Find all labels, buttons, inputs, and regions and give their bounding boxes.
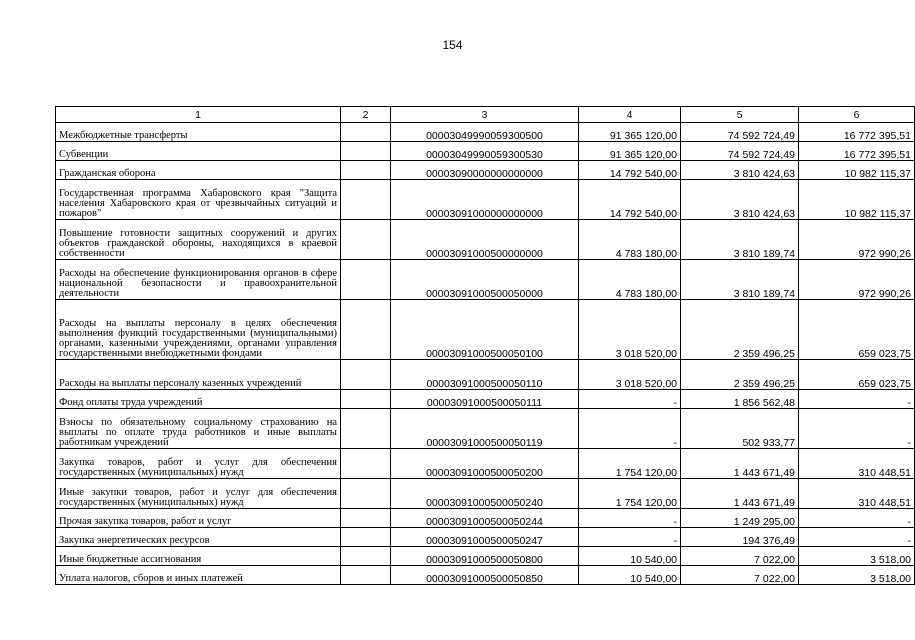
row-unexecuted: 972 990,26 [799, 220, 915, 260]
table-row [56, 509, 915, 528]
row-col2 [341, 409, 391, 449]
column-header: 5 [681, 107, 799, 123]
row-name: Взносы по обязательному социальному страхованию на выплаты по оплате труда работников и иные выплаты работникам учреждений [56, 409, 341, 449]
row-approved: 4 783 180,00 [579, 220, 681, 260]
column-header: 2 [341, 107, 391, 123]
row-name: Субвенции [56, 142, 341, 161]
row-code: 00003091000500050119 [391, 409, 579, 449]
row-executed: 194 376,49 [681, 528, 799, 547]
column-header: 4 [579, 107, 681, 123]
row-name: Гражданская оборона [56, 161, 341, 180]
row-code: 00003091000500050000 [391, 260, 579, 300]
row-col2 [341, 547, 391, 566]
row-unexecuted: 3 518,00 [799, 566, 915, 585]
table-row [56, 566, 915, 585]
table-row [56, 449, 915, 479]
column-header: 1 [56, 107, 341, 123]
row-col2 [341, 509, 391, 528]
row-col2 [341, 260, 391, 300]
row-code: 00003091000500050240 [391, 479, 579, 509]
row-name: Государственная программа Хабаровского края "Защита населения Хабаровского края от чрезвычайных ситуаций и пожаров" [56, 180, 341, 220]
table-row [56, 479, 915, 509]
row-unexecuted: - [799, 390, 915, 409]
row-code: 00003091000500050111 [391, 390, 579, 409]
row-name: Расходы на обеспечение функционирования органов в сфере национальной безопасности и правоохранительной деятельности [56, 260, 341, 300]
table-row [56, 161, 915, 180]
row-name: Прочая закупка товаров, работ и услуг [56, 509, 341, 528]
table-row [56, 180, 915, 220]
row-code: 00003091000500050200 [391, 449, 579, 479]
row-executed: 1 249 295,00 [681, 509, 799, 528]
page-number: 154 [442, 38, 463, 52]
row-code: 00003049990059300530 [391, 142, 579, 161]
row-code: 00003090000000000000 [391, 161, 579, 180]
table-row [56, 300, 915, 360]
row-approved: 14 792 540,00 [579, 180, 681, 220]
row-unexecuted: - [799, 409, 915, 449]
row-name: Закупка энергетических ресурсов [56, 528, 341, 547]
row-col2 [341, 360, 391, 390]
row-code: 00003049990059300500 [391, 123, 579, 142]
row-code: 00003091000500000000 [391, 220, 579, 260]
row-executed: 2 359 496,25 [681, 300, 799, 360]
row-col2 [341, 479, 391, 509]
row-unexecuted: 659 023,75 [799, 300, 915, 360]
row-executed: 74 592 724,49 [681, 142, 799, 161]
row-code: 00003091000500050100 [391, 300, 579, 360]
table-row [56, 528, 915, 547]
table-row [56, 260, 915, 300]
row-unexecuted: 659 023,75 [799, 360, 915, 390]
table-row [56, 547, 915, 566]
row-approved: 1 754 120,00 [579, 449, 681, 479]
row-code: 00003091000500050800 [391, 547, 579, 566]
row-unexecuted: 10 982 115,37 [799, 180, 915, 220]
row-unexecuted: 3 518,00 [799, 547, 915, 566]
row-executed: 3 810 189,74 [681, 260, 799, 300]
row-name: Иные закупки товаров, работ и услуг для обеспечения государственных (муниципальных) нужд [56, 479, 341, 509]
row-approved: - [579, 528, 681, 547]
row-approved: 1 754 120,00 [579, 479, 681, 509]
row-code: 00003091000500050850 [391, 566, 579, 585]
row-col2 [341, 180, 391, 220]
row-unexecuted: 16 772 395,51 [799, 142, 915, 161]
row-code: 00003091000500050110 [391, 360, 579, 390]
row-name: Закупка товаров, работ и услуг для обеспечения государственных (муниципальных) нужд [56, 449, 341, 479]
row-code: 00003091000000000000 [391, 180, 579, 220]
row-name: Уплата налогов, сборов и иных платежей [56, 566, 341, 585]
row-approved: 10 540,00 [579, 566, 681, 585]
row-col2 [341, 123, 391, 142]
budget-table [55, 106, 915, 585]
row-name: Повышение готовности защитных сооружений и других объектов гражданской обороны, находящихся в краевой собственности [56, 220, 341, 260]
row-approved: 3 018 520,00 [579, 360, 681, 390]
table-row [56, 220, 915, 260]
table-row [56, 142, 915, 161]
row-unexecuted: 16 772 395,51 [799, 123, 915, 142]
row-code: 00003091000500050247 [391, 528, 579, 547]
row-approved: - [579, 509, 681, 528]
row-executed: 502 933,77 [681, 409, 799, 449]
table-row [56, 360, 915, 390]
row-approved: 91 365 120,00 [579, 142, 681, 161]
row-executed: 7 022,00 [681, 566, 799, 585]
row-name: Расходы на выплаты персоналу казенных учреждений [56, 360, 341, 390]
row-col2 [341, 449, 391, 479]
row-unexecuted: 310 448,51 [799, 449, 915, 479]
column-header: 3 [391, 107, 579, 123]
row-col2 [341, 161, 391, 180]
row-executed: 3 810 424,63 [681, 161, 799, 180]
row-name: Межбюджетные трансферты [56, 123, 341, 142]
row-approved: 14 792 540,00 [579, 161, 681, 180]
row-executed: 7 022,00 [681, 547, 799, 566]
column-header: 6 [799, 107, 915, 123]
row-name: Фонд оплаты труда учреждений [56, 390, 341, 409]
row-executed: 74 592 724,49 [681, 123, 799, 142]
row-unexecuted: - [799, 528, 915, 547]
row-unexecuted: 972 990,26 [799, 260, 915, 300]
row-approved: - [579, 409, 681, 449]
row-approved: - [579, 390, 681, 409]
row-approved: 10 540,00 [579, 547, 681, 566]
row-approved: 3 018 520,00 [579, 300, 681, 360]
row-approved: 4 783 180,00 [579, 260, 681, 300]
row-unexecuted: - [799, 509, 915, 528]
row-col2 [341, 220, 391, 260]
row-name: Иные бюджетные ассигнования [56, 547, 341, 566]
row-col2 [341, 528, 391, 547]
row-unexecuted: 10 982 115,37 [799, 161, 915, 180]
row-approved: 91 365 120,00 [579, 123, 681, 142]
row-unexecuted: 310 448,51 [799, 479, 915, 509]
table-row [56, 390, 915, 409]
row-executed: 1 443 671,49 [681, 449, 799, 479]
row-executed: 1 443 671,49 [681, 479, 799, 509]
table-row [56, 123, 915, 142]
row-executed: 3 810 424,63 [681, 180, 799, 220]
table-header-row [56, 107, 915, 123]
row-executed: 1 856 562,48 [681, 390, 799, 409]
table-row [56, 409, 915, 449]
row-name: Расходы на выплаты персоналу в целях обеспечения выполнения функций государственными (муниципальными) органами, казенными учреждениями, органами управления государственными внебюджетными фондами [56, 300, 341, 360]
row-code: 00003091000500050244 [391, 509, 579, 528]
row-col2 [341, 566, 391, 585]
row-executed: 3 810 189,74 [681, 220, 799, 260]
row-col2 [341, 142, 391, 161]
row-col2 [341, 390, 391, 409]
row-col2 [341, 300, 391, 360]
row-executed: 2 359 496,25 [681, 360, 799, 390]
